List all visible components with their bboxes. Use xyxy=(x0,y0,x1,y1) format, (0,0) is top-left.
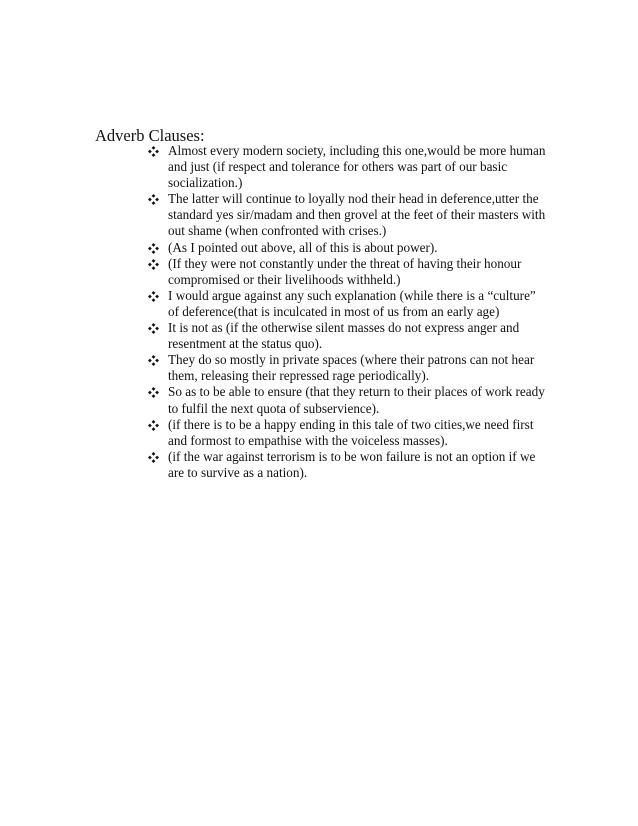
four-diamond-bullet-icon xyxy=(148,259,159,270)
list-item xyxy=(148,417,548,449)
four-diamond-bullet-icon xyxy=(148,420,159,431)
list-item-text: They do so mostly in private spaces (where their patrons can not hear them, releasing their repressed rage periodically). xyxy=(168,352,535,384)
page-heading: Adverb Clauses: xyxy=(95,126,205,145)
list-item xyxy=(148,240,548,256)
four-diamond-bullet-icon xyxy=(148,323,159,334)
four-diamond-bullet-icon xyxy=(148,146,159,157)
list-item xyxy=(148,256,548,288)
list-item xyxy=(148,143,548,191)
list-item-text: It is not as (if the otherwise silent masses do not express anger and resentment at the status quo). xyxy=(168,320,520,352)
list-item-text: So as to be able to ensure (that they return to their places of work ready to fulfil the next quota of subservience). xyxy=(168,384,545,416)
list-item xyxy=(148,352,548,384)
list-item-text: (if the war against terrorism is to be won failure is not an option if we are to survive as a nation). xyxy=(168,448,536,480)
list-item xyxy=(148,288,548,320)
list-item-text: The latter will continue to loyally nod their head in deference,utter the standard yes sir/madam and then grovel at the feet of their masters with out shame (when confronted with crises.) xyxy=(168,191,546,239)
four-diamond-bullet-icon xyxy=(148,291,159,302)
list-item xyxy=(148,320,548,352)
four-diamond-bullet-icon xyxy=(148,194,159,205)
list-item-text: Almost every modern society, including this one,would be more human and just (if respect and tolerance for others was part of our basic socialization.) xyxy=(168,143,546,191)
four-diamond-bullet-icon xyxy=(148,355,159,366)
four-diamond-bullet-icon xyxy=(148,452,159,463)
four-diamond-bullet-icon xyxy=(148,387,159,398)
list-item-text: (As I pointed out above, all of this is about power). xyxy=(168,239,438,255)
list-item xyxy=(148,384,548,416)
list-item-text: I would argue against any such explanation (while there is a “culture” of deference(that is inculcated in most of us from an early age) xyxy=(168,287,536,319)
list-item xyxy=(148,191,548,239)
list-item-text: (If they were not constantly under the threat of having their honour compromised or their livelihoods withheld.) xyxy=(168,255,522,287)
list-item xyxy=(148,449,548,481)
list-item-text: (if there is to be a happy ending in this tale of two cities,we need first and formost to empathise with the voiceless masses). xyxy=(168,416,534,448)
four-diamond-bullet-icon xyxy=(148,243,159,254)
bullet-list xyxy=(148,143,548,481)
